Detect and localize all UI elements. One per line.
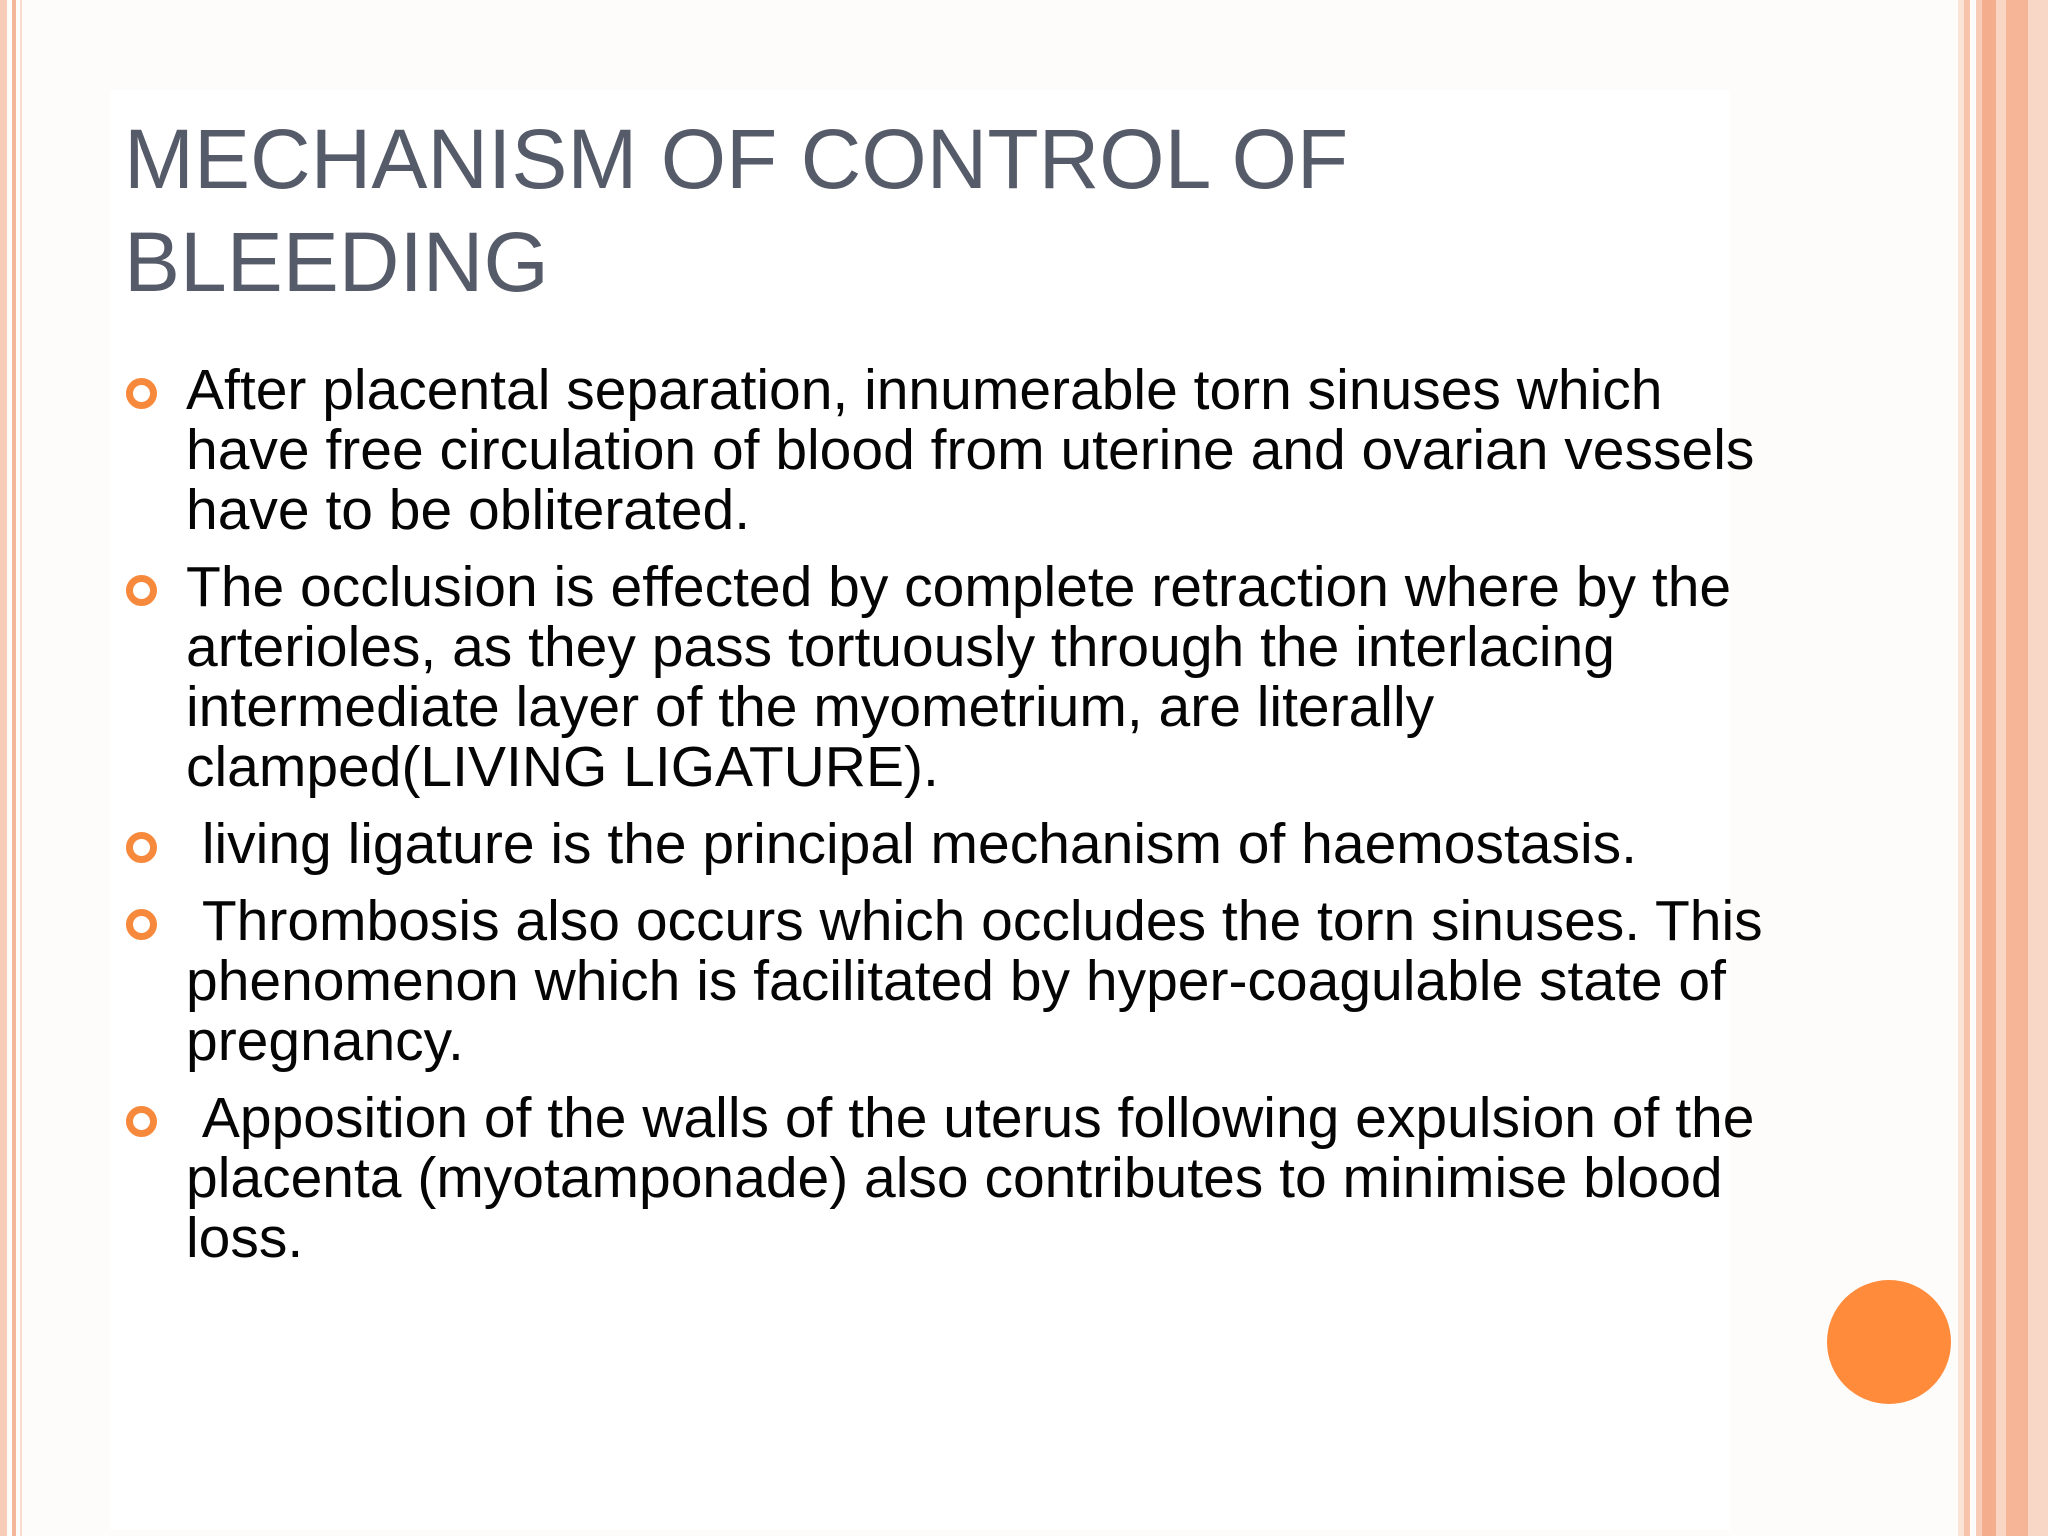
right-border-stripe [1964,0,1970,1536]
bullet-text: living ligature is the principal mechanism of haemostasis. [186,812,1638,876]
list-item [124,557,1764,797]
bullet-text: Thrombosis also occurs which occludes the torn sinuses. This phenomenon which is facilitated by hyper-coagulable state of pregnancy. [186,889,1779,1073]
circle-bullet-icon [126,378,157,409]
bullet-text: Apposition of the walls of the uterus following expulsion of the placenta (myotamponade) also contributes to minimise blood loss. [186,1086,1771,1270]
left-border-stripe [20,0,22,1536]
circle-bullet-icon [126,1106,157,1137]
right-border-stripe [1982,0,1996,1536]
circle-bullet-icon [126,909,157,940]
bullet-text: After placental separation, innumerable torn sinuses which have free circulation of blood from uterine and ovarian vessels have to be obliterated. [186,358,1755,542]
bullet-text: The occlusion is effected by complete retraction where by the arterioles, as they pass tortuously through the interlacing intermediate layer of the myometrium, are literally clamped(LIVING LIGATURE). [186,555,1732,799]
right-border-stripe [2028,0,2048,1536]
circle-bullet-icon [126,575,157,606]
orange-circle-decoration [1827,1280,1951,1404]
list-item [124,1086,1771,1270]
list-item [124,889,1779,1073]
left-border-stripe [12,0,16,1536]
slide-title: MECHANISM OF CONTROL OF BLEEDING [124,112,1349,309]
list-item [124,814,1764,874]
list-item [124,360,1764,540]
bullet-list [124,358,1779,1285]
circle-bullet-icon [126,832,157,863]
left-border-stripe [0,0,7,1536]
right-border-stripe [2006,0,2028,1536]
right-border-stripe [1996,0,2006,1536]
